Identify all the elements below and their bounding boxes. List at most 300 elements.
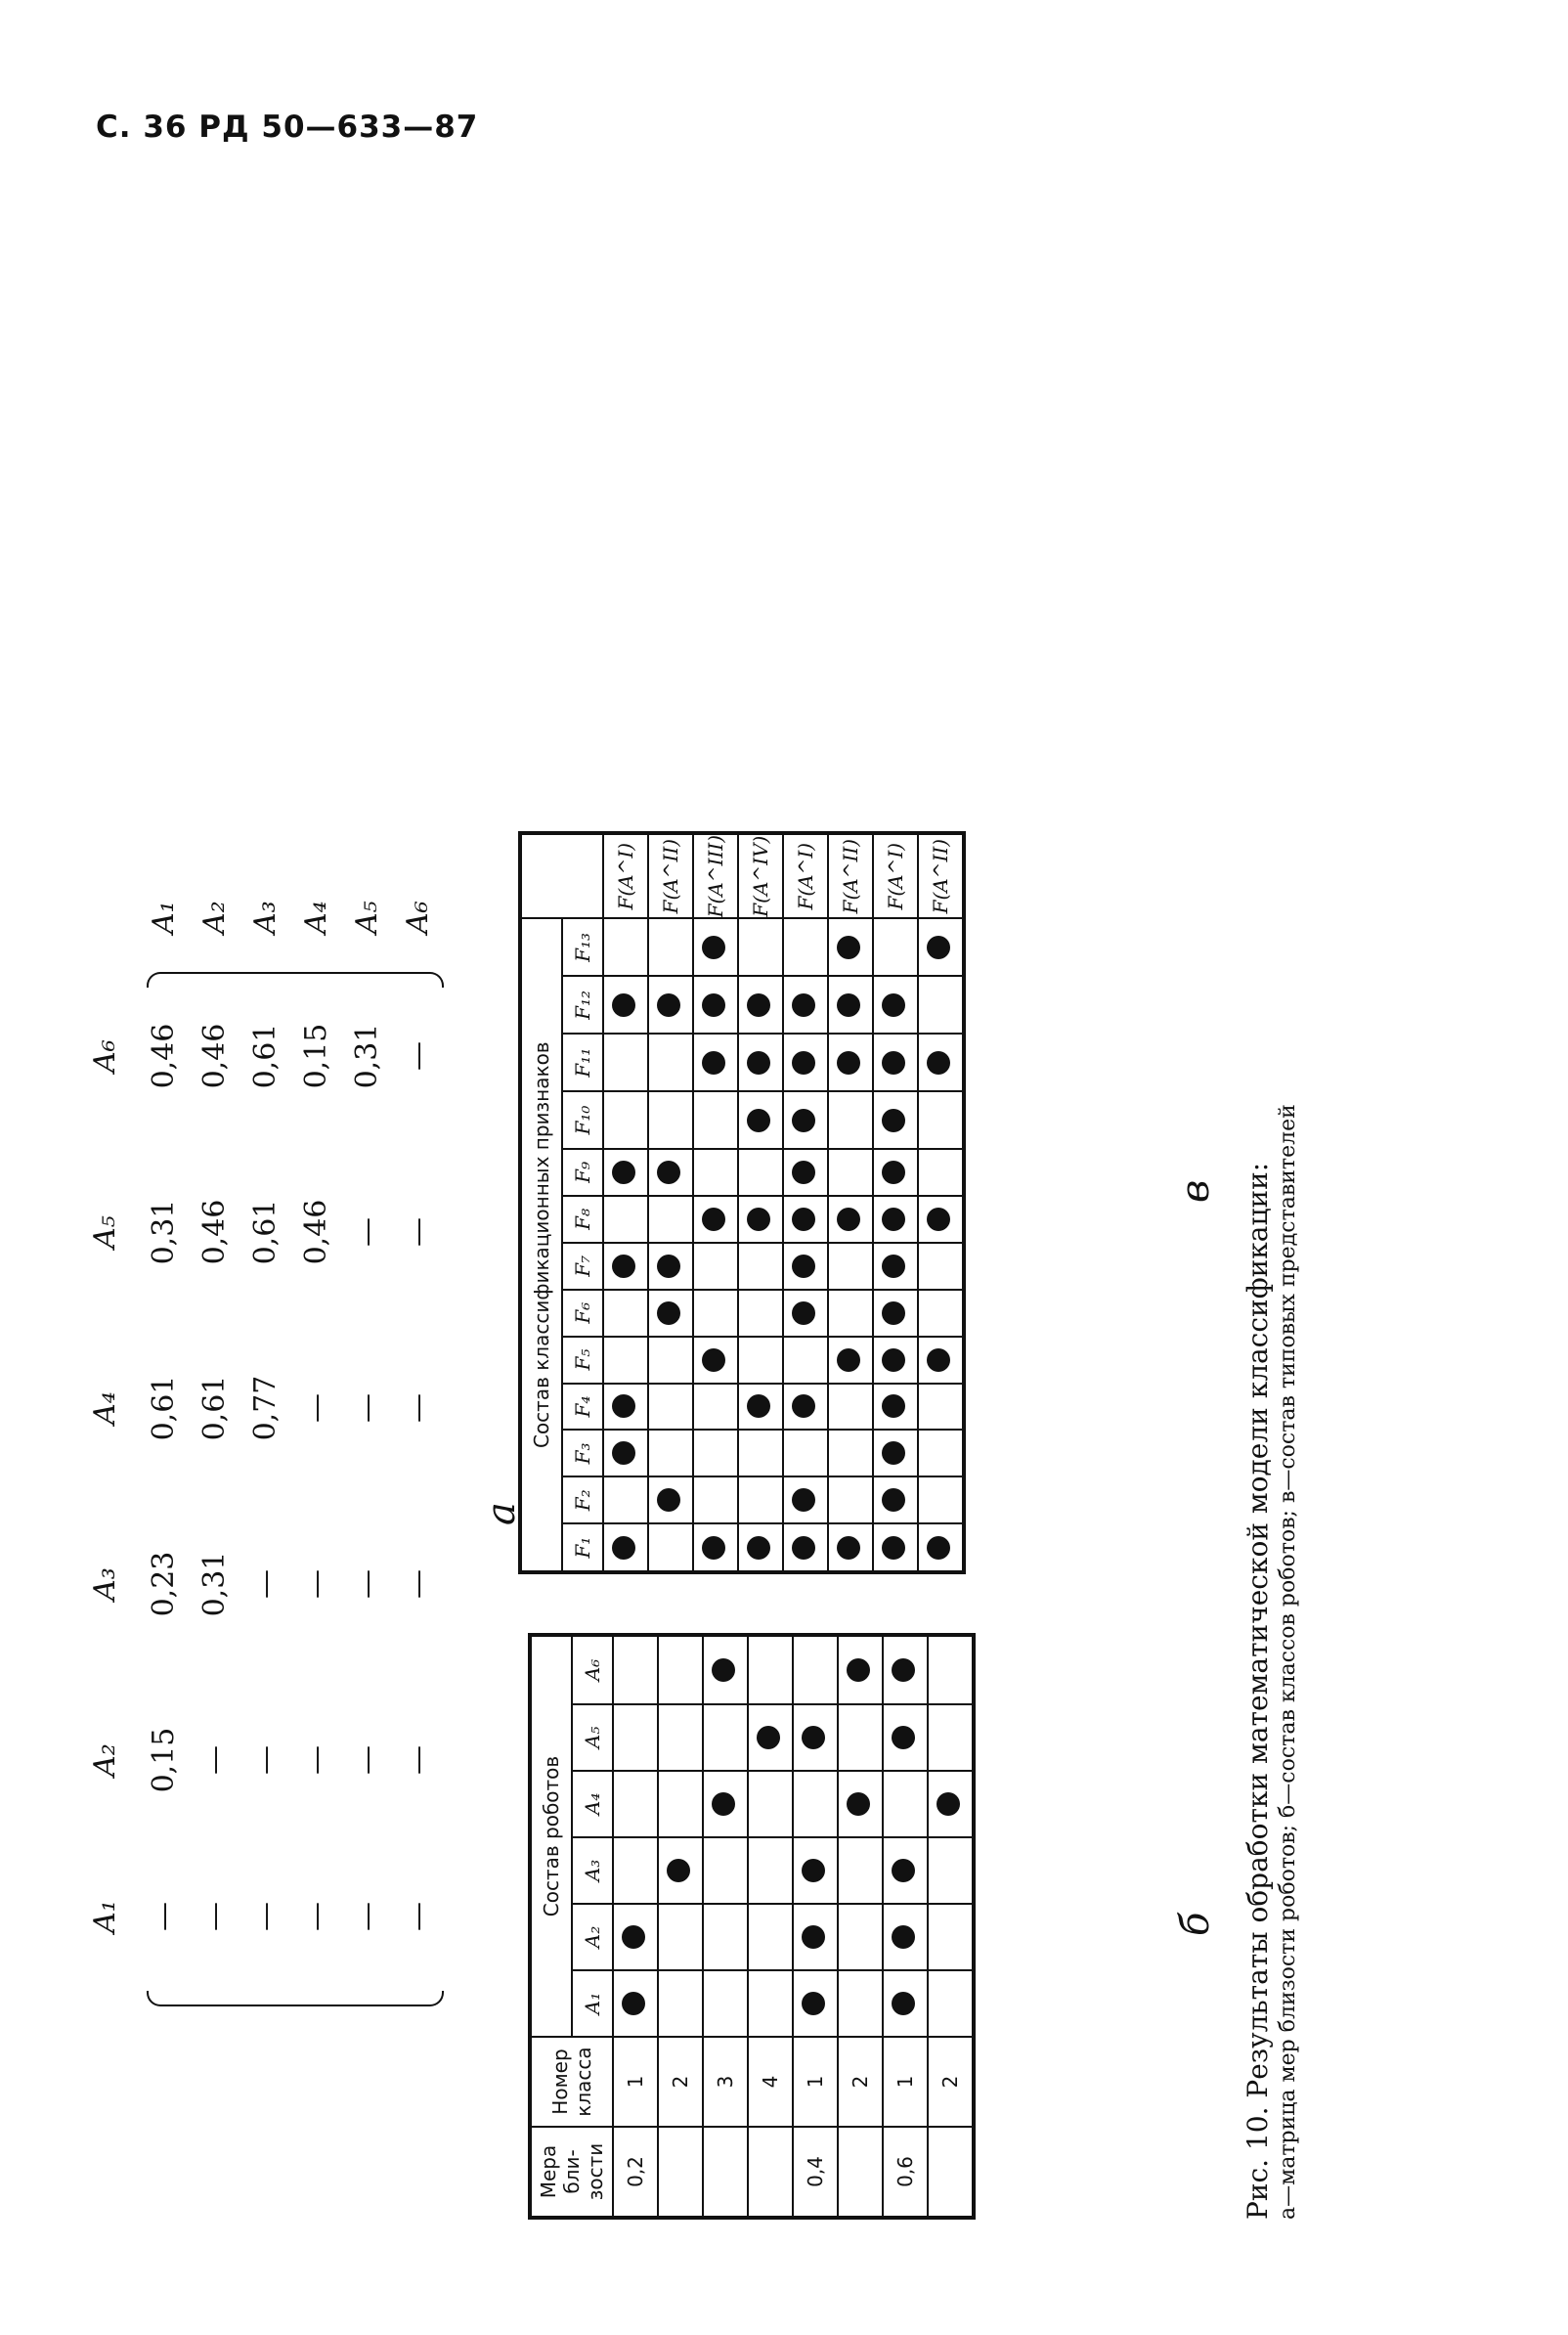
feature-mark-cell bbox=[603, 1091, 648, 1149]
filled-dot-icon bbox=[882, 1441, 905, 1465]
filled-dot-icon bbox=[802, 1726, 825, 1749]
filled-dot-icon bbox=[622, 1992, 645, 2015]
filled-dot-icon bbox=[882, 1051, 905, 1075]
feature-mark-cell bbox=[783, 1091, 828, 1149]
matrix-row-label: A₁ bbox=[147, 901, 181, 934]
features-row bbox=[693, 833, 738, 1572]
robot-mark-cell bbox=[838, 1635, 883, 1704]
filled-dot-icon bbox=[702, 936, 725, 959]
matrix-cell: 0,46 bbox=[147, 1023, 181, 1089]
matrix-header-row bbox=[88, 958, 139, 1985]
robot-mark-cell bbox=[793, 1635, 838, 1704]
feature-col-header: F₈ bbox=[562, 1196, 603, 1243]
feature-mark-cell bbox=[918, 1430, 964, 1476]
matrix-cell: 0,61 bbox=[197, 1375, 232, 1441]
feature-mark-cell bbox=[603, 1523, 648, 1572]
filled-dot-icon bbox=[837, 993, 860, 1017]
filled-dot-icon bbox=[792, 1208, 815, 1231]
filled-dot-icon bbox=[657, 1488, 680, 1512]
class-number-cell: 2 bbox=[658, 2037, 703, 2127]
feature-mark-cell bbox=[738, 1384, 783, 1431]
feature-col-header: F₉ bbox=[562, 1149, 603, 1196]
robot-mark-cell bbox=[703, 1635, 748, 1704]
filled-dot-icon bbox=[712, 1792, 735, 1816]
matrix-cell: 0,31 bbox=[197, 1551, 232, 1617]
feature-mark-cell bbox=[738, 1337, 783, 1384]
feature-mark-cell bbox=[603, 1034, 648, 1091]
filled-dot-icon bbox=[712, 1658, 735, 1682]
filled-dot-icon bbox=[792, 1051, 815, 1075]
feature-mark-cell bbox=[918, 1196, 964, 1243]
filled-dot-icon bbox=[612, 1161, 635, 1184]
matrix-col-label: A₄ bbox=[88, 1391, 122, 1425]
filled-dot-icon bbox=[612, 1394, 635, 1418]
feature-col-header: F₁₃ bbox=[562, 918, 603, 976]
feature-mark-cell bbox=[648, 1384, 693, 1431]
features-row bbox=[828, 833, 873, 1572]
matrix-cell: 0,61 bbox=[147, 1375, 181, 1441]
feature-mark-cell bbox=[738, 1430, 783, 1476]
robot-mark-cell bbox=[928, 1904, 974, 1970]
feature-mark-cell bbox=[828, 1091, 873, 1149]
features-row bbox=[648, 833, 693, 1572]
feature-mark-cell bbox=[648, 1091, 693, 1149]
feature-mark-cell bbox=[783, 1523, 828, 1572]
measure-cell: 0,2 bbox=[613, 2127, 658, 2218]
filled-dot-icon bbox=[702, 1348, 725, 1372]
robot-mark-cell bbox=[883, 1904, 928, 1970]
measure-cell: 0,6 bbox=[883, 2127, 928, 2218]
filled-dot-icon bbox=[882, 1301, 905, 1325]
matrix-row-label: A₂ bbox=[197, 901, 232, 934]
feature-col-header: F₅ bbox=[562, 1337, 603, 1384]
robot-mark-cell bbox=[613, 1970, 658, 2037]
feature-col-header: F₃ bbox=[562, 1430, 603, 1476]
feature-mark-cell bbox=[873, 1196, 918, 1243]
feature-mark-cell bbox=[738, 1196, 783, 1243]
filled-dot-icon bbox=[837, 936, 860, 959]
measure-cell bbox=[703, 2127, 748, 2218]
robots-row bbox=[703, 1635, 748, 2218]
robot-mark-cell bbox=[613, 1635, 658, 1704]
filled-dot-icon bbox=[612, 993, 635, 1017]
feature-mark-cell bbox=[873, 1243, 918, 1290]
filled-dot-icon bbox=[892, 1658, 915, 1682]
features-table bbox=[518, 831, 966, 1574]
filled-dot-icon bbox=[882, 1488, 905, 1512]
class-number-cell: 2 bbox=[838, 2037, 883, 2127]
representative-label: F(A^II) bbox=[648, 833, 693, 918]
feature-mark-cell bbox=[783, 1290, 828, 1337]
robot-mark-cell bbox=[658, 1837, 703, 1904]
feature-mark-cell bbox=[873, 1149, 918, 1196]
matrix-cell: — bbox=[401, 1393, 435, 1423]
col-measure-header: Мера бли-зости bbox=[530, 2127, 613, 2218]
feature-mark-cell bbox=[918, 1034, 964, 1091]
robots-row bbox=[883, 1635, 928, 2218]
matrix-cell: — bbox=[401, 1217, 435, 1247]
feature-mark-cell bbox=[828, 1196, 873, 1243]
robot-mark-cell bbox=[838, 1771, 883, 1837]
matrix-col-label: A₃ bbox=[88, 1567, 122, 1601]
matrix-cell: — bbox=[401, 1569, 435, 1599]
filled-dot-icon bbox=[612, 1441, 635, 1465]
robot-mark-cell bbox=[703, 1704, 748, 1771]
robot-mark-cell bbox=[703, 1904, 748, 1970]
robot-mark-cell bbox=[793, 1704, 838, 1771]
robot-mark-cell bbox=[928, 1970, 974, 2037]
robots-row bbox=[793, 1635, 838, 2218]
feature-mark-cell bbox=[738, 976, 783, 1034]
matrix-cell: — bbox=[401, 1902, 435, 1931]
feature-mark-cell bbox=[603, 1196, 648, 1243]
filled-dot-icon bbox=[882, 1394, 905, 1418]
robot-mark-cell bbox=[793, 1837, 838, 1904]
feature-mark-cell bbox=[603, 1243, 648, 1290]
matrix-cell: — bbox=[248, 1569, 283, 1599]
matrix-cell: — bbox=[401, 1745, 435, 1775]
robot-mark-cell bbox=[658, 1904, 703, 1970]
feature-mark-cell bbox=[918, 1476, 964, 1523]
feature-mark-cell bbox=[693, 1290, 738, 1337]
robots-row bbox=[838, 1635, 883, 2218]
robot-mark-cell bbox=[793, 1970, 838, 2037]
feature-mark-cell bbox=[648, 1196, 693, 1243]
feature-col-header: F₄ bbox=[562, 1384, 603, 1431]
figure-letter-v: в bbox=[1173, 1179, 1218, 1203]
col-class-header: Номер класса bbox=[530, 2037, 613, 2127]
feature-mark-cell bbox=[828, 1243, 873, 1290]
feature-mark-cell bbox=[873, 1430, 918, 1476]
feature-mark-cell bbox=[783, 918, 828, 976]
filled-dot-icon bbox=[792, 993, 815, 1017]
feature-mark-cell bbox=[648, 1430, 693, 1476]
filled-dot-icon bbox=[837, 1536, 860, 1560]
robot-mark-cell bbox=[613, 1704, 658, 1771]
feature-mark-cell bbox=[873, 1476, 918, 1523]
feature-mark-cell bbox=[918, 918, 964, 976]
page-header: С. 36 РД 50—633—87 bbox=[96, 110, 479, 145]
feature-mark-cell bbox=[918, 1337, 964, 1384]
class-number-cell: 1 bbox=[613, 2037, 658, 2127]
feature-mark-cell bbox=[693, 1523, 738, 1572]
robots-group-header: Состав роботов bbox=[530, 1635, 572, 2037]
filled-dot-icon bbox=[747, 1536, 770, 1560]
matrix-cell: — bbox=[197, 1902, 232, 1931]
feature-mark-cell bbox=[918, 1290, 964, 1337]
caption-sub: а—матрица мер близости роботов; б—состав классов роботов; в—состав типовых представителей bbox=[1276, 1104, 1300, 2220]
robot-mark-cell bbox=[658, 1771, 703, 1837]
matrix-cell: 0,46 bbox=[197, 1199, 232, 1265]
robots-class-table bbox=[528, 1633, 976, 2220]
robot-mark-cell bbox=[838, 1970, 883, 2037]
feature-mark-cell bbox=[873, 1384, 918, 1431]
robot-col-header: A₄ bbox=[572, 1771, 613, 1837]
matrix-row-label: A₄ bbox=[299, 901, 333, 934]
filled-dot-icon bbox=[882, 1536, 905, 1560]
filled-dot-icon bbox=[927, 1348, 950, 1372]
robot-col-header: A₃ bbox=[572, 1837, 613, 1904]
matrix-cell: — bbox=[299, 1569, 333, 1599]
filled-dot-icon bbox=[622, 1925, 645, 1949]
robot-mark-cell bbox=[658, 1704, 703, 1771]
matrix-cell: — bbox=[299, 1393, 333, 1423]
measure-cell bbox=[838, 2127, 883, 2218]
matrix-cell: 0,46 bbox=[299, 1199, 333, 1265]
feature-mark-cell bbox=[693, 1196, 738, 1243]
matrix-row bbox=[248, 901, 299, 1985]
robot-col-header: A₆ bbox=[572, 1635, 613, 1704]
feature-mark-cell bbox=[873, 1337, 918, 1384]
matrix-cell: — bbox=[299, 1902, 333, 1931]
class-number-cell: 1 bbox=[793, 2037, 838, 2127]
filled-dot-icon bbox=[892, 1726, 915, 1749]
feature-mark-cell bbox=[648, 1523, 693, 1572]
feature-mark-cell bbox=[693, 918, 738, 976]
filled-dot-icon bbox=[892, 1925, 915, 1949]
feature-mark-cell bbox=[603, 976, 648, 1034]
filled-dot-icon bbox=[612, 1255, 635, 1278]
representative-label: F(A^IV) bbox=[738, 833, 783, 918]
feature-mark-cell bbox=[783, 1337, 828, 1384]
feature-mark-cell bbox=[648, 1290, 693, 1337]
robot-mark-cell bbox=[883, 1635, 928, 1704]
feature-mark-cell bbox=[648, 918, 693, 976]
robot-mark-cell bbox=[748, 1635, 793, 1704]
feature-mark-cell bbox=[738, 918, 783, 976]
feature-mark-cell bbox=[693, 1430, 738, 1476]
robot-mark-cell bbox=[703, 1837, 748, 1904]
feature-mark-cell bbox=[693, 1476, 738, 1523]
feature-mark-cell bbox=[918, 1091, 964, 1149]
robot-mark-cell bbox=[658, 1970, 703, 2037]
feature-mark-cell bbox=[873, 918, 918, 976]
filled-dot-icon bbox=[747, 993, 770, 1017]
feature-mark-cell bbox=[873, 976, 918, 1034]
robot-mark-cell bbox=[793, 1904, 838, 1970]
features-row bbox=[603, 833, 648, 1572]
matrix-row-label: A₃ bbox=[248, 901, 283, 934]
feature-mark-cell bbox=[783, 1243, 828, 1290]
feature-mark-cell bbox=[918, 976, 964, 1034]
feature-mark-cell bbox=[783, 1384, 828, 1431]
robot-mark-cell bbox=[748, 1904, 793, 1970]
feature-mark-cell bbox=[828, 1476, 873, 1523]
feature-col-header: F₁₂ bbox=[562, 976, 603, 1034]
filled-dot-icon bbox=[702, 1208, 725, 1231]
filled-dot-icon bbox=[657, 1255, 680, 1278]
matrix-cell: 0,23 bbox=[147, 1551, 181, 1617]
feature-mark-cell bbox=[783, 1430, 828, 1476]
matrix-col-label: A₅ bbox=[88, 1215, 122, 1249]
matrix-cell: — bbox=[147, 1902, 181, 1931]
filled-dot-icon bbox=[657, 1161, 680, 1184]
robot-mark-cell bbox=[928, 1771, 974, 1837]
feature-mark-cell bbox=[828, 1430, 873, 1476]
feature-mark-cell bbox=[918, 1149, 964, 1196]
matrix-col-label: A₂ bbox=[88, 1743, 122, 1777]
robot-mark-cell bbox=[748, 1837, 793, 1904]
matrix-cell: 0,61 bbox=[248, 1023, 283, 1089]
filled-dot-icon bbox=[802, 1992, 825, 2015]
filled-dot-icon bbox=[847, 1792, 870, 1816]
measure-cell bbox=[928, 2127, 974, 2218]
matrix-cell: — bbox=[350, 1217, 384, 1247]
feature-mark-cell bbox=[828, 918, 873, 976]
robot-mark-cell bbox=[748, 1704, 793, 1771]
filled-dot-icon bbox=[882, 1161, 905, 1184]
matrix-cell: 0,15 bbox=[147, 1727, 181, 1793]
feature-mark-cell bbox=[648, 1243, 693, 1290]
feature-mark-cell bbox=[873, 1034, 918, 1091]
robot-mark-cell bbox=[883, 1837, 928, 1904]
robot-col-header: A₁ bbox=[572, 1970, 613, 2037]
matrix-row bbox=[197, 901, 248, 1985]
robot-mark-cell bbox=[748, 1771, 793, 1837]
measure-cell bbox=[748, 2127, 793, 2218]
feature-mark-cell bbox=[783, 1196, 828, 1243]
feature-mark-cell bbox=[693, 1091, 738, 1149]
feature-mark-cell bbox=[693, 1149, 738, 1196]
figure-letter-b: б bbox=[1173, 1912, 1218, 1936]
rotated-figure bbox=[88, 274, 1359, 2220]
robot-mark-cell bbox=[928, 1837, 974, 1904]
matrix-bracket-left bbox=[147, 1991, 444, 2006]
robot-mark-cell bbox=[748, 1970, 793, 2037]
robots-row bbox=[658, 1635, 703, 2218]
filled-dot-icon bbox=[882, 993, 905, 1017]
feature-col-header: F₇ bbox=[562, 1243, 603, 1290]
matrix-cell: — bbox=[350, 1745, 384, 1775]
feature-mark-cell bbox=[738, 1523, 783, 1572]
filled-dot-icon bbox=[747, 1208, 770, 1231]
feature-mark-cell bbox=[693, 1384, 738, 1431]
robot-mark-cell bbox=[793, 1771, 838, 1837]
robot-col-header: A₅ bbox=[572, 1704, 613, 1771]
feature-col-header: F₁₁ bbox=[562, 1034, 603, 1091]
feature-mark-cell bbox=[918, 1523, 964, 1572]
filled-dot-icon bbox=[882, 1208, 905, 1231]
filled-dot-icon bbox=[612, 1536, 635, 1560]
filled-dot-icon bbox=[927, 1208, 950, 1231]
matrix-row-label: A₆ bbox=[401, 901, 435, 934]
feature-col-header: F₆ bbox=[562, 1290, 603, 1337]
robot-mark-cell bbox=[883, 1771, 928, 1837]
filled-dot-icon bbox=[802, 1859, 825, 1882]
filled-dot-icon bbox=[657, 1301, 680, 1325]
feature-mark-cell bbox=[873, 1290, 918, 1337]
matrix-cell: 0,61 bbox=[248, 1199, 283, 1265]
features-group-header: Состав классификационных признаков bbox=[520, 918, 562, 1572]
class-number-cell: 4 bbox=[748, 2037, 793, 2127]
matrix-cell: — bbox=[248, 1902, 283, 1931]
feature-mark-cell bbox=[693, 976, 738, 1034]
feature-col-header: F₁ bbox=[562, 1523, 603, 1572]
feature-col-header: F₁₀ bbox=[562, 1091, 603, 1149]
feature-mark-cell bbox=[918, 1384, 964, 1431]
feature-col-header: F₂ bbox=[562, 1476, 603, 1523]
feature-mark-cell bbox=[603, 1430, 648, 1476]
matrix-row bbox=[299, 901, 350, 1985]
feature-mark-cell bbox=[738, 1476, 783, 1523]
matrix-cell: — bbox=[350, 1902, 384, 1931]
filled-dot-icon bbox=[792, 1301, 815, 1325]
feature-mark-cell bbox=[738, 1290, 783, 1337]
matrix-cell: — bbox=[350, 1393, 384, 1423]
matrix-row bbox=[401, 901, 452, 1985]
feature-mark-cell bbox=[648, 1337, 693, 1384]
feature-mark-cell bbox=[738, 1091, 783, 1149]
feature-mark-cell bbox=[648, 976, 693, 1034]
feature-mark-cell bbox=[783, 976, 828, 1034]
filled-dot-icon bbox=[792, 1488, 815, 1512]
robot-mark-cell bbox=[613, 1771, 658, 1837]
filled-dot-icon bbox=[892, 1859, 915, 1882]
feature-mark-cell bbox=[648, 1149, 693, 1196]
filled-dot-icon bbox=[747, 1109, 770, 1132]
feature-mark-cell bbox=[693, 1243, 738, 1290]
filled-dot-icon bbox=[792, 1536, 815, 1560]
filled-dot-icon bbox=[927, 1536, 950, 1560]
filled-dot-icon bbox=[792, 1255, 815, 1278]
representative-label: F(A^II) bbox=[918, 833, 964, 918]
robots-row bbox=[928, 1635, 974, 2218]
feature-mark-cell bbox=[783, 1476, 828, 1523]
filled-dot-icon bbox=[702, 1051, 725, 1075]
filled-dot-icon bbox=[882, 1109, 905, 1132]
feature-mark-cell bbox=[828, 1384, 873, 1431]
robot-mark-cell bbox=[883, 1970, 928, 2037]
matrix-cell: — bbox=[401, 1041, 435, 1071]
robot-mark-cell bbox=[838, 1904, 883, 1970]
robot-mark-cell bbox=[703, 1771, 748, 1837]
filled-dot-icon bbox=[747, 1051, 770, 1075]
representative-label: F(A^I) bbox=[873, 833, 918, 918]
filled-dot-icon bbox=[657, 993, 680, 1017]
filled-dot-icon bbox=[837, 1348, 860, 1372]
filled-dot-icon bbox=[936, 1792, 960, 1816]
representative-label: F(A^III) bbox=[693, 833, 738, 918]
feature-mark-cell bbox=[828, 1034, 873, 1091]
robot-mark-cell bbox=[838, 1704, 883, 1771]
matrix-cell: — bbox=[350, 1569, 384, 1599]
robot-mark-cell bbox=[703, 1970, 748, 2037]
feature-mark-cell bbox=[738, 1243, 783, 1290]
matrix-cell: — bbox=[197, 1745, 232, 1775]
matrix-cell: 0,46 bbox=[197, 1023, 232, 1089]
robots-row bbox=[613, 1635, 658, 2218]
feature-mark-cell bbox=[828, 1149, 873, 1196]
robot-mark-cell bbox=[658, 1635, 703, 1704]
matrix-cell: 0,77 bbox=[248, 1375, 283, 1441]
class-number-cell: 1 bbox=[883, 2037, 928, 2127]
filled-dot-icon bbox=[837, 1208, 860, 1231]
filled-dot-icon bbox=[802, 1925, 825, 1949]
filled-dot-icon bbox=[892, 1992, 915, 2015]
feature-mark-cell bbox=[648, 1034, 693, 1091]
robot-mark-cell bbox=[613, 1837, 658, 1904]
class-number-cell: 3 bbox=[703, 2037, 748, 2127]
matrix-cell: 0,15 bbox=[299, 1023, 333, 1089]
matrix-col-label: A₆ bbox=[88, 1039, 122, 1073]
filled-dot-icon bbox=[847, 1658, 870, 1682]
feature-mark-cell bbox=[828, 1290, 873, 1337]
feature-mark-cell bbox=[693, 1337, 738, 1384]
filled-dot-icon bbox=[792, 1161, 815, 1184]
representative-label: F(A^I) bbox=[783, 833, 828, 918]
filled-dot-icon bbox=[837, 1051, 860, 1075]
robot-mark-cell bbox=[928, 1704, 974, 1771]
